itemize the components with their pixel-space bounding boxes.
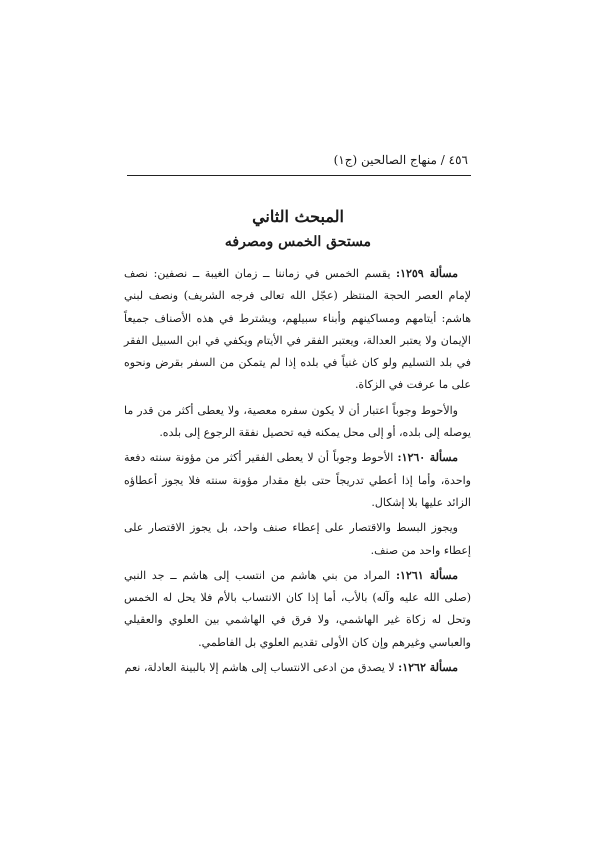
section-subtitle: مستحق الخمس ومصرفه: [224, 234, 372, 250]
body-text: [124, 263, 471, 682]
paragraph-text: ويجوز البسط والاقتصار على إعطاء صنف واحد، بل يجوز الاقتصار على إعطاء واحد من صنف.: [124, 521, 471, 557]
issue-label: مسألة ١٢٦٢:: [398, 661, 458, 675]
section-title: المبحث الثاني: [252, 207, 344, 226]
paragraph-issue-1259: [124, 263, 471, 397]
running-header: ٤٥٦ / منهاج الصالحين (ج١): [333, 153, 468, 167]
issue-label: مسألة ١٢٦١:: [395, 568, 459, 582]
paragraph-issue-1260: [124, 447, 471, 514]
paragraph-issue-1261: [124, 565, 471, 654]
paragraph-text: لا يصدق من ادعى الانتساب إلى هاشم إلا بالبينة العادلة، نعم: [124, 661, 399, 675]
issue-label: مسألة ١٢٦٠:: [397, 451, 458, 465]
paragraph-text: والأحوط وجوباً اعتبار أن لا يكون سفره معصية، ولا يعطى أكثر من قدر ما يوصله إلى بلده، أو إلى محل يمكنه فيه تحصيل نفقة الرجوع إلى بلده.: [124, 403, 471, 440]
paragraph-text: الأحوط وجوباً أن لا يعطى الفقير أكثر من مؤونة سنته دفعة واحدة، وأما إذا أعطي تدريجاً حتى بلغ مقدار مؤونة سنته فلا يجوز أعطاؤه الزائد عليها بلا إشكال.: [124, 451, 471, 509]
paragraph-continuation: [124, 400, 471, 445]
paragraph-text: يقسم الخمس في زماننا ــ زمان الغيبة ــ نصفين: نصف لإمام العصر الحجة المنتظر (عجّل الله تعالى فرجه الشريف) ونصف لبني هاشم: أيتامهم ومساكينهم وأبناء سبيلهم، ويشترط في هذه الأصناف جميعاً الإيمان ولا يعتبر العدالة، ويعتبر الفقر في الأيتام ويكفي في ابن السبيل الفقر في بلد التسليم ولو كان غنياً في بلده إذا لم يتمكن من السفر بقرض ونحوه على ما عرفت في الزكاة.: [124, 267, 471, 392]
header-divider: [127, 175, 471, 176]
paragraph-continuation: [124, 517, 471, 562]
issue-label: مسألة ١٢٥٩:: [396, 267, 458, 280]
paragraph-text: المراد من بني هاشم من انتسب إلى هاشم ــ جد النبي (صلى الله عليه وآله) بالأب، أما إذا كان الانتساب بالأم فلا يحل له الخمس وتحل له زكاة غير الهاشمي، ولا فرق في الهاشمي بين العلوي والعقيلي والعباسي وغيرهم وإن كان الأولى تقديم العلوي بل الفاطمي.: [124, 568, 471, 649]
paragraph-issue-1262: [124, 657, 471, 679]
